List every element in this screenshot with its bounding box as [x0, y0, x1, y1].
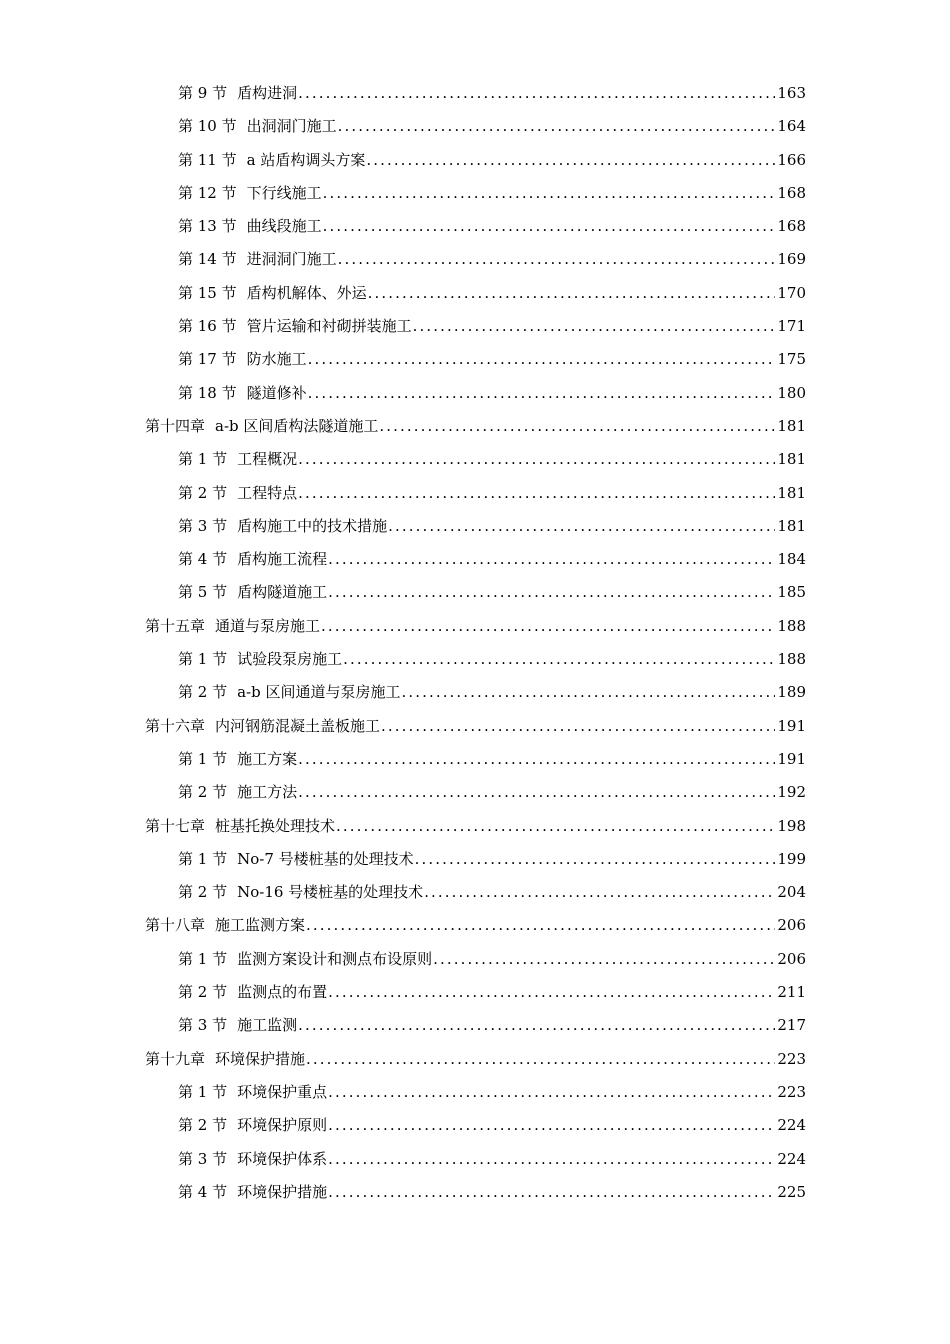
toc-page-number: 181 [777, 516, 806, 535]
toc-entry-text [178, 183, 322, 203]
toc-entry-number: 第 2 节 [178, 883, 228, 902]
toc-entry-text [145, 816, 335, 836]
toc-page-number: 189 [777, 683, 806, 702]
toc-entry-title: 工程特点 [237, 483, 298, 502]
toc-entry-text [178, 982, 327, 1002]
toc-entry-number: 第十五章 [145, 616, 206, 635]
toc-entry-number: 第 15 节 [178, 283, 237, 302]
toc-section-entry[interactable] [178, 77, 806, 110]
toc-entry-text [178, 283, 367, 303]
toc-entry-title: 工程概况 [237, 450, 298, 469]
toc-entry-text [178, 516, 387, 536]
toc-dot-leader [380, 716, 775, 736]
toc-page-number: 185 [777, 583, 806, 602]
toc-section-entry[interactable] [178, 1109, 806, 1142]
toc-chapter-entry[interactable] [145, 710, 806, 743]
toc-dot-leader [387, 516, 775, 536]
toc-entry-text [178, 582, 327, 602]
toc-entry-text [178, 549, 327, 569]
toc-dot-leader [423, 882, 775, 902]
toc-entry-number: 第 18 节 [178, 383, 237, 402]
toc-dot-leader [342, 649, 775, 669]
toc-page-number: 223 [777, 1049, 806, 1068]
toc-chapter-entry[interactable] [145, 610, 806, 643]
toc-entry-number: 第十六章 [145, 716, 206, 735]
toc-dot-leader [327, 582, 775, 602]
toc-entry-number: 第 3 节 [178, 1149, 228, 1168]
toc-entry-text [178, 949, 432, 969]
toc-chapter-entry[interactable] [145, 810, 806, 843]
toc-entry-number: 第 14 节 [178, 250, 237, 269]
toc-entry-text [178, 749, 297, 769]
toc-section-entry[interactable] [178, 876, 806, 909]
toc-entry-text [145, 616, 320, 636]
toc-section-entry[interactable] [178, 1143, 806, 1176]
toc-page-number: 180 [777, 383, 806, 402]
toc-entry-text [145, 1049, 305, 1069]
toc-entry-title: 曲线段施工 [246, 217, 322, 236]
toc-page-number: 206 [777, 949, 806, 968]
toc-entry-number: 第 2 节 [178, 983, 228, 1002]
toc-dot-leader [367, 283, 776, 303]
toc-entry-text [178, 483, 297, 503]
toc-entry-text [178, 83, 297, 103]
toc-dot-leader [297, 83, 775, 103]
toc-entry-title: 环境保护措施 [215, 1049, 306, 1068]
toc-entry-title: 进洞洞门施工 [246, 250, 337, 269]
toc-entry-title: a-b 区间盾构法隧道施工 [215, 416, 379, 435]
toc-entry-title: 环境保护重点 [237, 1082, 328, 1101]
toc-dot-leader [327, 1082, 775, 1102]
toc-page-number: 181 [777, 416, 806, 435]
toc-entry-text [178, 249, 337, 269]
toc-dot-leader [337, 116, 776, 136]
toc-entry-number: 第 5 节 [178, 583, 228, 602]
toc-entry-number: 第 4 节 [178, 550, 228, 569]
toc-page-number: 191 [777, 716, 806, 735]
toc-section-entry[interactable] [178, 776, 806, 809]
toc-dot-leader [327, 549, 775, 569]
toc-page-number: 217 [777, 1016, 806, 1035]
toc-entry-number: 第十八章 [145, 916, 206, 935]
toc-dot-leader [327, 1149, 775, 1169]
toc-entry-number: 第 12 节 [178, 183, 237, 202]
toc-entry-title: 环境保护原则 [237, 1116, 328, 1135]
toc-chapter-entry[interactable] [145, 909, 806, 942]
toc-entry-text [178, 316, 412, 336]
toc-entry-title: 施工监测 [237, 1016, 298, 1035]
toc-section-entry[interactable] [178, 243, 806, 276]
toc-dot-leader [335, 816, 775, 836]
toc-page-number: 164 [777, 117, 806, 136]
toc-entry-number: 第 1 节 [178, 949, 228, 968]
toc-section-entry[interactable] [178, 976, 806, 1009]
toc-page-number: 225 [777, 1182, 806, 1201]
toc-dot-leader [400, 682, 775, 702]
toc-dot-leader [414, 849, 776, 869]
toc-page-number: 224 [777, 1116, 806, 1135]
toc-entry-title: 盾构隧道施工 [237, 583, 328, 602]
toc-section-entry[interactable] [178, 377, 806, 410]
toc-dot-leader [322, 183, 776, 203]
toc-page-number: 166 [777, 150, 806, 169]
toc-page-number: 199 [777, 849, 806, 868]
toc-entry-text [178, 1149, 327, 1169]
toc-page-number: 181 [777, 450, 806, 469]
toc-entry-title: 桩基托换处理技术 [215, 816, 336, 835]
toc-chapter-entry[interactable] [145, 1043, 806, 1076]
toc-page-number: 206 [777, 916, 806, 935]
toc-page-number: 171 [777, 317, 806, 336]
toc-section-entry[interactable] [178, 477, 806, 510]
toc-entry-title: 内河钢筋混凝土盖板施工 [215, 716, 381, 735]
toc-section-entry[interactable] [178, 1176, 806, 1209]
toc-dot-leader [432, 949, 775, 969]
toc-entry-text [178, 1082, 327, 1102]
toc-section-entry[interactable] [178, 110, 806, 143]
toc-entry-title: 施工方案 [237, 749, 298, 768]
toc-entry-text [178, 1182, 327, 1202]
toc-dot-leader [297, 782, 775, 802]
toc-entry-text [178, 649, 342, 669]
toc-entry-title: 环境保护措施 [237, 1182, 328, 1201]
toc-entry-title: 施工监测方案 [215, 916, 306, 935]
toc-entry-text [178, 882, 423, 902]
toc-entry-text [145, 716, 380, 736]
table-of-contents [0, 77, 950, 1209]
toc-entry-title: 管片运输和衬砌拼装施工 [246, 317, 412, 336]
toc-entry-title: 出洞洞门施工 [246, 117, 337, 136]
toc-entry-number: 第 1 节 [178, 1082, 228, 1101]
toc-entry-text [178, 849, 414, 869]
toc-page-number: 191 [777, 749, 806, 768]
toc-chapter-entry[interactable] [145, 410, 806, 443]
toc-entry-text [178, 116, 337, 136]
toc-entry-text [178, 349, 307, 369]
toc-page-number: 224 [777, 1149, 806, 1168]
toc-section-entry[interactable] [178, 576, 806, 609]
toc-entry-text [178, 216, 322, 236]
toc-page-number: 204 [777, 883, 806, 902]
toc-page-number: 192 [777, 783, 806, 802]
toc-page-number: 168 [777, 183, 806, 202]
toc-entry-number: 第 10 节 [178, 117, 237, 136]
toc-dot-leader [412, 316, 776, 336]
toc-entry-number: 第 2 节 [178, 483, 228, 502]
toc-entry-number: 第 1 节 [178, 650, 228, 669]
toc-entry-number: 第 2 节 [178, 783, 228, 802]
toc-dot-leader [320, 616, 775, 636]
toc-section-entry[interactable] [178, 1009, 806, 1042]
toc-dot-leader [297, 1015, 775, 1035]
toc-entry-title: 施工方法 [237, 783, 298, 802]
toc-entry-number: 第 17 节 [178, 350, 237, 369]
toc-section-entry[interactable] [178, 743, 806, 776]
toc-dot-leader [327, 1182, 775, 1202]
toc-section-entry[interactable] [178, 676, 806, 709]
toc-page-number: 198 [777, 816, 806, 835]
toc-entry-title: 隧道修补 [246, 383, 307, 402]
toc-section-entry[interactable] [178, 310, 806, 343]
toc-entry-number: 第 2 节 [178, 1116, 228, 1135]
toc-page-number: 188 [777, 616, 806, 635]
toc-entry-text [178, 1115, 327, 1135]
toc-entry-number: 第 1 节 [178, 849, 228, 868]
toc-page-number: 170 [777, 283, 806, 302]
toc-entry-title: No-16 号楼桩基的处理技术 [237, 883, 424, 902]
toc-dot-leader [322, 216, 776, 236]
toc-section-entry[interactable] [178, 510, 806, 543]
toc-section-entry[interactable] [178, 144, 806, 177]
toc-entry-number: 第 11 节 [178, 150, 237, 169]
toc-section-entry[interactable] [178, 943, 806, 976]
toc-entry-number: 第 4 节 [178, 1182, 228, 1201]
toc-entry-title: 试验段泵房施工 [237, 650, 343, 669]
toc-section-entry[interactable] [178, 343, 806, 376]
toc-section-entry[interactable] [178, 1076, 806, 1109]
toc-entry-title: 盾构施工中的技术措施 [237, 516, 388, 535]
toc-entry-title: 通道与泵房施工 [215, 616, 321, 635]
toc-section-entry[interactable] [178, 277, 806, 310]
toc-page-number: 181 [777, 483, 806, 502]
toc-entry-number: 第 2 节 [178, 683, 228, 702]
toc-entry-number: 第十九章 [145, 1049, 206, 1068]
toc-entry-title: 防水施工 [246, 350, 307, 369]
toc-page-number: 169 [777, 250, 806, 269]
toc-section-entry[interactable] [178, 210, 806, 243]
toc-dot-leader [297, 749, 775, 769]
toc-page-number: 211 [777, 983, 806, 1002]
toc-entry-number: 第 3 节 [178, 1016, 228, 1035]
toc-dot-leader [305, 915, 775, 935]
toc-entry-title: 环境保护体系 [237, 1149, 328, 1168]
toc-section-entry[interactable] [178, 543, 806, 576]
toc-entry-title: a 站盾构调头方案 [246, 150, 366, 169]
toc-entry-text [178, 449, 297, 469]
toc-page-number: 175 [777, 350, 806, 369]
toc-page-number: 184 [777, 550, 806, 569]
toc-dot-leader [307, 383, 776, 403]
toc-entry-title: 盾构进洞 [237, 84, 298, 102]
toc-entry-text [145, 915, 305, 935]
toc-section-entry[interactable] [178, 177, 806, 210]
toc-page-number: 163 [777, 84, 806, 102]
toc-entry-text [178, 383, 307, 403]
toc-page-number: 223 [777, 1082, 806, 1101]
toc-dot-leader [337, 249, 776, 269]
toc-entry-number: 第 1 节 [178, 749, 228, 768]
toc-entry-title: 下行线施工 [246, 183, 322, 202]
toc-section-entry[interactable] [178, 443, 806, 476]
toc-entry-number: 第十四章 [145, 416, 206, 435]
toc-entry-text [178, 682, 400, 702]
toc-section-entry[interactable] [178, 843, 806, 876]
toc-entry-number: 第 13 节 [178, 217, 237, 236]
toc-dot-leader [297, 449, 775, 469]
toc-entry-number: 第十七章 [145, 816, 206, 835]
toc-entry-title: 监测点的布置 [237, 983, 328, 1002]
toc-entry-number: 第 9 节 [178, 84, 228, 102]
toc-dot-leader [307, 349, 776, 369]
toc-section-entry[interactable] [178, 643, 806, 676]
toc-entry-title: 监测方案设计和测点布设原则 [237, 949, 433, 968]
toc-entry-title: 盾构机解体、外运 [246, 283, 367, 302]
toc-entry-number: 第 16 节 [178, 317, 237, 336]
toc-entry-number: 第 3 节 [178, 516, 228, 535]
toc-entry-text [178, 782, 297, 802]
toc-entry-text [178, 1015, 297, 1035]
toc-entry-text [145, 416, 378, 436]
toc-dot-leader [365, 150, 775, 170]
toc-page-number: 168 [777, 217, 806, 236]
toc-dot-leader [378, 416, 775, 436]
toc-entry-title: No-7 号楼桩基的处理技术 [237, 849, 414, 868]
toc-page-number: 188 [777, 650, 806, 669]
toc-dot-leader [297, 483, 775, 503]
toc-entry-number: 第 1 节 [178, 450, 228, 469]
toc-dot-leader [305, 1049, 775, 1069]
toc-entry-title: 盾构施工流程 [237, 550, 328, 569]
toc-entry-text [178, 150, 365, 170]
toc-dot-leader [327, 982, 775, 1002]
toc-dot-leader [327, 1115, 775, 1135]
toc-entry-title: a-b 区间通道与泵房施工 [237, 683, 401, 702]
